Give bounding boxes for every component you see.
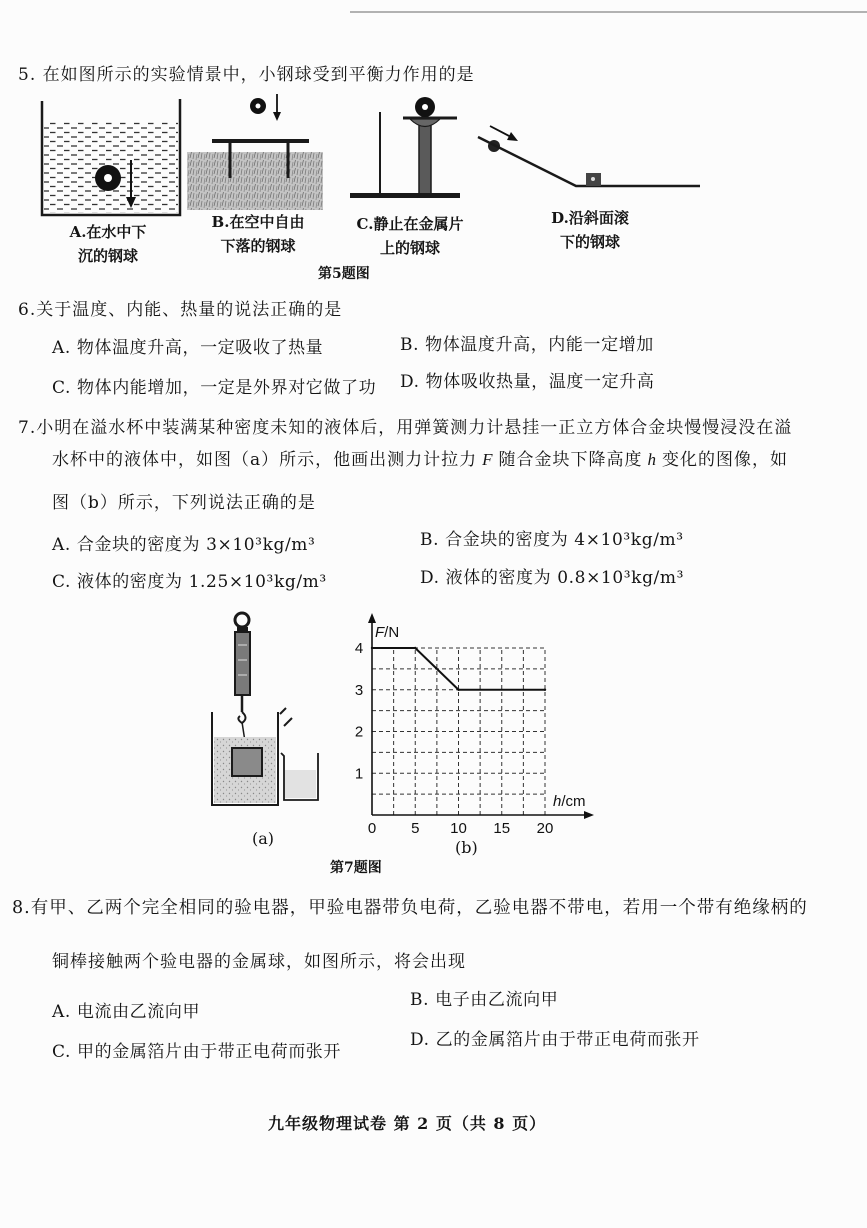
x-tick-label: 15 <box>493 820 511 837</box>
scale-ring <box>235 613 249 627</box>
q6-option-d: D. 物体吸收热量，温度一定升高 <box>400 372 655 392</box>
steel-ball <box>250 98 266 114</box>
stand-base <box>350 193 460 198</box>
figure-7a-spring-scale-setup <box>212 613 318 805</box>
x-tick-label: 0 <box>367 820 377 837</box>
q6-option-c: C. 物体内能增加，一定是外界对它做了功 <box>52 378 377 398</box>
q5-caption-a <box>38 220 178 268</box>
q7-option-c: C. 液体的密度为 1.25×10³kg/m³ <box>52 572 327 592</box>
caption-line: 沉的钢球 <box>77 247 138 265</box>
force-height-chart <box>340 605 605 840</box>
support-post <box>419 124 431 194</box>
caption-line: 下的钢球 <box>559 233 620 251</box>
ball-highlight <box>422 104 428 110</box>
y-axis-label-unit: /N <box>384 624 400 641</box>
scale-hook <box>238 712 245 723</box>
spring-scale-body <box>235 632 250 695</box>
alloy-cube <box>232 748 262 776</box>
grass-ground <box>187 152 323 210</box>
motion-arrow-head <box>126 197 136 208</box>
steel-ball <box>488 140 500 152</box>
q7-stem-line1: 7.小明在溢水杯中装满某种密度未知的液体后，用弹簧测力计悬挂一正立方体合金块慢慢浸没在溢 <box>18 418 793 438</box>
caption-line: B.在空中自由 <box>211 213 305 231</box>
figure-5a-sinking-ball <box>42 99 180 215</box>
ball-highlight <box>256 104 261 109</box>
x-tick-label: 5 <box>411 820 420 837</box>
y-axis-arrow <box>368 613 376 623</box>
small-beaker <box>281 753 318 800</box>
q5-caption-b <box>188 210 328 258</box>
y-tick-label: 1 <box>354 765 364 783</box>
data-point <box>457 689 459 691</box>
data-point <box>544 689 546 691</box>
water-fill <box>44 121 178 213</box>
data-point <box>371 647 373 649</box>
wood-block <box>586 173 601 186</box>
x-tick-label: 20 <box>536 820 554 837</box>
q7-figure-label: 第7题图 <box>330 860 382 876</box>
x-axis-label <box>553 793 586 810</box>
steel-ball <box>95 165 121 191</box>
page-footer: 九年级物理试卷 第 2 页（共 8 页） <box>268 1114 547 1133</box>
block-mark <box>591 177 595 181</box>
x-axis-label-unit: /cm <box>561 793 586 810</box>
stem-text: 水杯中的液体中，如图（a）所示，他画出测力计拉力 <box>52 450 478 470</box>
caption-line: D.沿斜面滚 <box>551 209 629 227</box>
stem-text: 变化的图像，如 <box>662 450 789 470</box>
overflow-spout <box>280 708 292 726</box>
q7-figure-a-label: (a) <box>252 829 275 848</box>
suspension-string <box>242 722 246 748</box>
caption-line: 下落的钢球 <box>220 237 296 255</box>
y-axis-label <box>375 624 399 641</box>
q5-figure-label: 第5题图 <box>318 266 370 282</box>
overflow-cup <box>212 712 278 805</box>
small-beaker-liquid <box>285 770 316 798</box>
scale-cap <box>237 627 248 632</box>
q5-caption-c <box>340 212 480 260</box>
x-axis-label-variable: h <box>553 793 562 810</box>
figure-5b-falling-ball <box>187 94 323 210</box>
q7-option-d: D. 液体的密度为 0.8×10³kg/m³ <box>420 568 685 588</box>
slope-surface <box>478 137 700 186</box>
q7-option-b: B. 合金块的密度为 4×10³kg/m³ <box>420 530 684 550</box>
q6-option-a: A. 物体温度升高，一定吸收了热量 <box>52 338 324 358</box>
q5-caption-d <box>520 206 660 254</box>
figure-5d-ball-rolling-down-slope <box>478 126 700 186</box>
caption-line: C.静止在金属片 <box>356 215 464 233</box>
ball-highlight <box>104 174 112 182</box>
y-tick-label: 2 <box>354 723 364 741</box>
variable-f: F <box>482 450 494 469</box>
stem-text: 随合金块下降高度 <box>498 450 643 470</box>
x-tick-label: 10 <box>450 820 467 837</box>
variable-h: h <box>647 450 658 469</box>
q7-option-a: A. 合金块的密度为 3×10³kg/m³ <box>52 535 316 555</box>
q6-option-b: B. 物体温度升高，内能一定增加 <box>400 335 654 355</box>
motion-arrow-head <box>507 132 518 141</box>
ball-seat <box>410 119 440 127</box>
figure-5c-ball-on-metal-plate <box>350 97 460 198</box>
q8-option-b: B. 电子由乙流向甲 <box>410 990 559 1010</box>
motion-arrow-shaft <box>490 126 511 137</box>
y-tick-label: 3 <box>354 681 364 699</box>
q5-stem: 5. 在如图所示的实验情景中，小钢球受到平衡力作用的是 <box>18 65 475 85</box>
data-point <box>414 647 416 649</box>
q7-stem-line2 <box>52 449 788 471</box>
y-axis-label-variable: F <box>375 624 385 641</box>
caption-line: 上的钢球 <box>379 239 440 257</box>
steel-ball <box>415 97 435 117</box>
overflow-cup-liquid <box>214 737 276 803</box>
q7-figure-b-label: (b) <box>455 838 478 857</box>
q8-stem-line1: 8.有甲、乙两个完全相同的验电器，甲验电器带负电荷，乙验电器不带电，若用一个带有绝缘柄的 <box>12 898 808 918</box>
q8-option-a: A. 电流由乙流向甲 <box>52 1002 201 1022</box>
q8-stem-line2: 铜棒接触两个验电器的金属球，如图所示，将会出现 <box>52 952 466 972</box>
x-axis-arrow <box>584 811 594 819</box>
q6-stem: 6.关于温度、内能、热量的说法正确的是 <box>18 300 343 320</box>
beaker-outline <box>42 99 180 215</box>
y-tick-label: 4 <box>354 640 364 657</box>
q8-option-c: C. 甲的金属箔片由于带正电荷而张开 <box>52 1042 342 1062</box>
caption-line: A.在水中下 <box>69 223 147 241</box>
table-top <box>212 139 309 143</box>
q7-stem-line3: 图（b）所示，下列说法正确的是 <box>52 493 316 513</box>
q8-option-d: D. 乙的金属箔片由于带正电荷而张开 <box>410 1030 700 1050</box>
motion-arrow-head <box>273 112 281 121</box>
